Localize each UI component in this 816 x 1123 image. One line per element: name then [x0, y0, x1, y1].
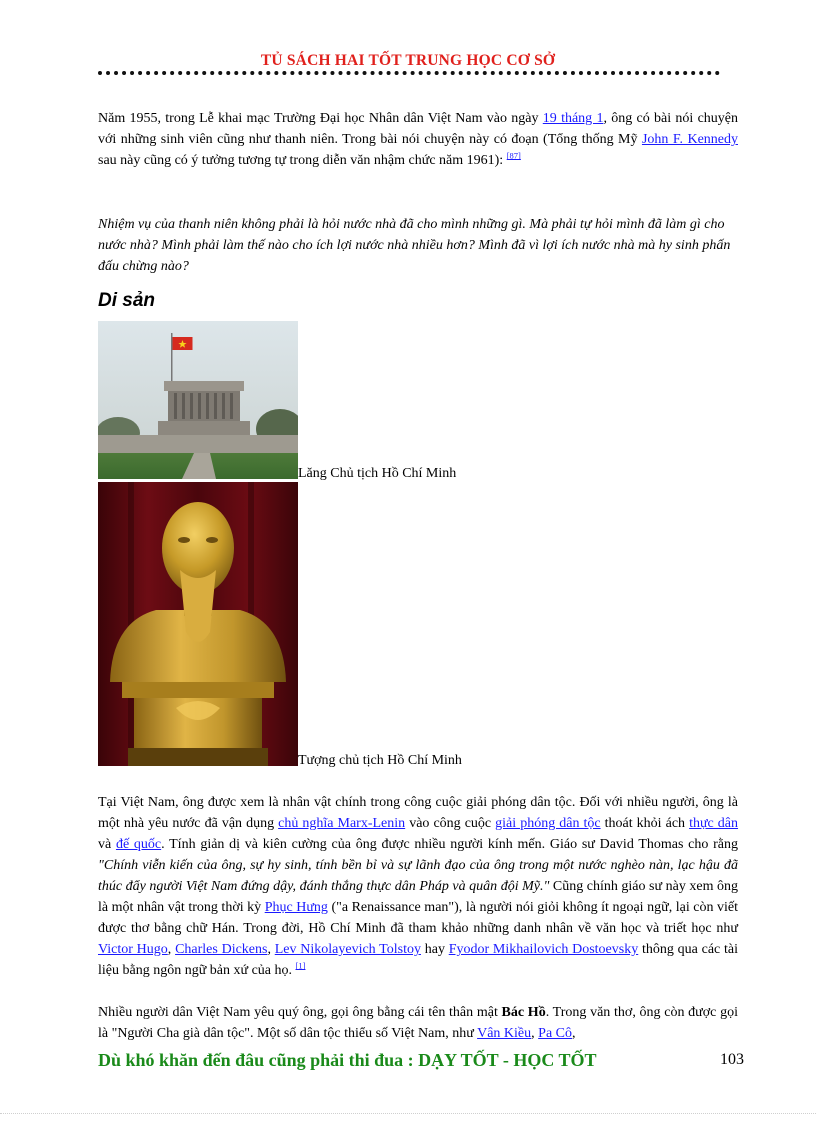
text: ("a Renaissance man"), là người nói giỏi không ít ngoại ngữ, lại còn viết được thơ bằng chữ Hán. Trong đời, Hồ Chí Minh đã tham khảo những danh nhân về văn học và triết học như [98, 900, 738, 936]
footnote-ref-1[interactable]: [1] [295, 960, 306, 971]
quote-david-thomas: "Chính viễn kiến của ông, sự hy sinh, tính bền bỉ và sự lãnh đạo của ông trong một nước nghèo nàn, lạc hậu đã thúc đẩy người Việt Nam đứng dậy, đánh thắng thực dân Pháp và quân đội Mỹ." [98, 858, 738, 894]
text: thông qua các tài liệu bằng ngôn ngữ bản xứ của họ. [98, 942, 738, 978]
text: vào công cuộc [405, 816, 496, 831]
section-heading-di-san: Di sản [98, 290, 156, 311]
paragraph-speech [98, 108, 738, 171]
mausoleum-photo [98, 321, 298, 484]
link-phuc-hung[interactable]: Phục Hưng [264, 900, 328, 915]
bold-bac-ho: Bác Hồ [501, 1005, 546, 1020]
link-van-kieu[interactable]: Vân Kiều [477, 1026, 532, 1041]
statue-photo [98, 482, 298, 771]
link-de-quoc[interactable]: đế quốc [115, 837, 162, 852]
text: sau này cũng có ý tưởng tương tự trong diễn văn nhậm chức năm 1961): [98, 153, 507, 168]
text: , [531, 1026, 539, 1041]
text: . Trong văn thơ, ông còn được gọi là "Người Cha già dân tộc". Một số dân tộc thiểu số Việt Nam, như [98, 1005, 738, 1041]
link-victor-hugo[interactable]: Victor Hugo [98, 942, 168, 957]
link-pa-co[interactable]: Pa Cô [538, 1026, 572, 1041]
page-header-title: TỦ SÁCH HAI TỐT TRUNG HỌC CƠ SỞ [260, 52, 556, 69]
caption-statue: Tượng chủ tịch Hồ Chí Minh [298, 753, 462, 768]
text: Nhiều người dân Việt Nam yêu quý ông, gọi ông bằng cái tên thân mật [98, 1005, 502, 1020]
page-number: 103 [720, 1051, 744, 1068]
text: , ông có bài nói chuyện với những sinh viên cũng như thanh niên. Trong bài nói chuyện này có đoạn (Tổng thống Mỹ [98, 111, 739, 147]
footnote-ref-87[interactable]: [87] [506, 150, 521, 161]
link-chu-nghia-marx-lenin[interactable]: chủ nghĩa Marx-Lenin [278, 816, 406, 831]
link-fyodor-dostoevsky[interactable]: Fyodor Mikhailovich Dostoevsky [448, 942, 639, 957]
link-thuc-dan[interactable]: thực dân [689, 816, 739, 831]
text: Cũng chính giáo sư này xem ông là một nhân vật trong thời kỳ [98, 879, 738, 915]
paragraph-legacy [98, 792, 738, 981]
text: và [98, 837, 116, 852]
link-giai-phong-dan-toc[interactable]: giải phóng dân tộc [495, 816, 601, 831]
link-charles-dickens[interactable]: Charles Dickens [175, 942, 268, 957]
text: thoát khỏi ách [600, 816, 690, 831]
text: Tại Việt Nam, ông được xem là nhân vật chính trong công cuộc giải phóng dân tộc. Đối với nhiều người, ông là một nhà yêu nước đã vận dụng [98, 795, 738, 831]
paragraph-bac-ho [98, 1002, 738, 1044]
text: Năm 1955, trong Lễ khai mạc Trường Đại học Nhân dân Việt Nam vào ngày [98, 111, 543, 126]
text: . Tính giản dị và kiên cường của ông được nhiều người kính mến. Giáo sư David Thomas cho rằng [161, 837, 738, 852]
footer-slogan: Dù khó khăn đến đâu cũng phải thi đua : DẠY TỐT - HỌC TỐT [98, 1050, 597, 1070]
link-19-thang-1[interactable]: 19 tháng 1 [542, 111, 604, 126]
text: , [267, 942, 275, 957]
quote-paragraph: Nhiệm vụ của thanh niên không phải là hỏi nước nhà đã cho mình những gì. Mà phải tự hỏi mình đã làm gì cho nước nhà? Mình phải làm thế nào cho ích lợi nước nhà nhiều hơn? Mình đã vì lợi ích nước nhà mà hy sinh phấn đấu chừng nào? [98, 217, 731, 274]
caption-mausoleum: Lăng Chủ tịch Hồ Chí Minh [298, 466, 457, 481]
text: , [167, 942, 176, 957]
header-divider [98, 71, 720, 75]
link-lev-tolstoy[interactable]: Lev Nikolayevich Tolstoy [274, 942, 421, 957]
text: , [572, 1026, 576, 1041]
link-john-f-kennedy[interactable]: John F. Kennedy [641, 132, 738, 147]
footer-divider [0, 1113, 816, 1114]
text: hay [420, 942, 449, 957]
